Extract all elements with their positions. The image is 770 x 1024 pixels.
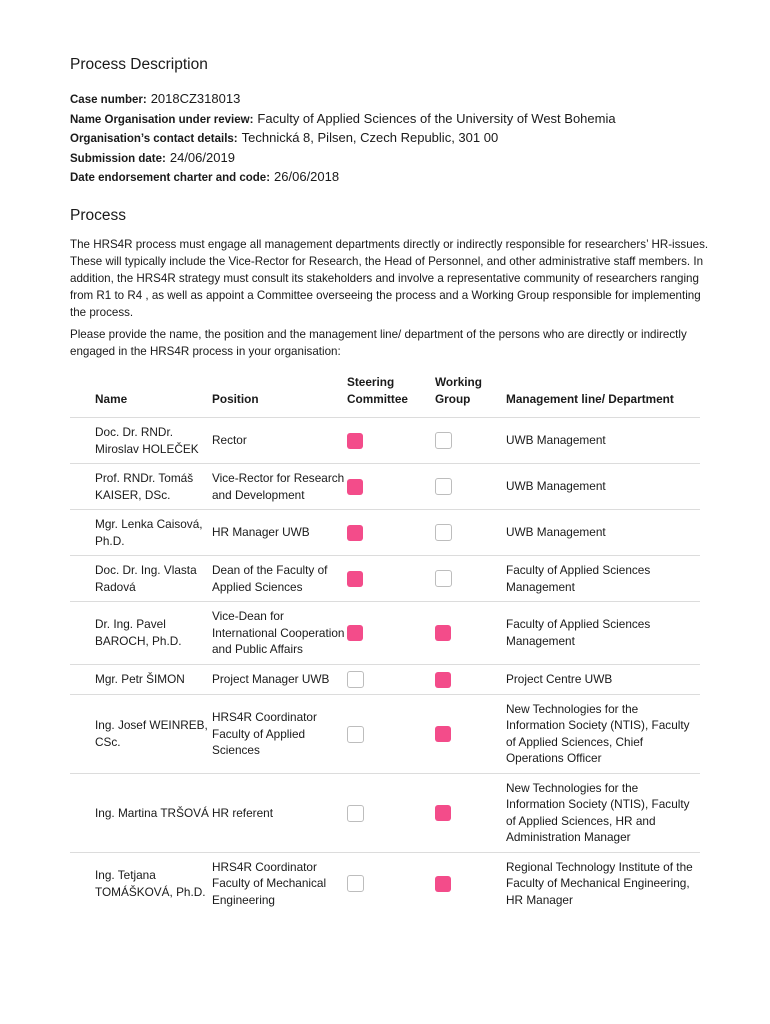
cell-department: New Technologies for the Information Society (NTIS), Faculty of Applied Sciences, HR and Administration Manager <box>506 773 700 852</box>
steering-committee-cell <box>347 602 435 665</box>
cell-position: Vice-Rector for Research and Development <box>212 464 347 510</box>
steering-committee-cell <box>347 664 435 694</box>
steering-committee-cell <box>347 773 435 852</box>
cell-name: Ing. Martina TRŠOVÁ <box>70 773 212 852</box>
steering-committee-checkbox[interactable] <box>347 805 364 822</box>
case-number-value: 2018CZ318013 <box>150 91 241 106</box>
table-row <box>70 464 700 510</box>
table-row <box>70 694 700 773</box>
contact-row <box>70 129 616 149</box>
steering-committee-checkbox[interactable] <box>347 479 363 495</box>
steering-committee-checkbox[interactable] <box>347 671 364 688</box>
cell-position: Vice-Dean for International Cooperation and Public Affairs <box>212 602 347 665</box>
steering-committee-checkbox[interactable] <box>347 571 363 587</box>
cell-position: Project Manager UWB <box>212 664 347 694</box>
table-row <box>70 418 700 464</box>
persons-table <box>70 370 700 914</box>
organisation-row <box>70 110 616 130</box>
cell-name: Doc. Dr. RNDr. Miroslav HOLEČEK <box>70 418 212 464</box>
submission-label: Submission date: <box>70 152 166 165</box>
working-group-cell <box>435 664 506 694</box>
process-heading: Process <box>70 207 126 224</box>
cell-name: Mgr. Petr ŠIMON <box>70 664 212 694</box>
working-group-checkbox[interactable] <box>435 570 452 587</box>
steering-committee-checkbox[interactable] <box>347 433 363 449</box>
working-group-checkbox[interactable] <box>435 524 452 541</box>
organisation-label: Name Organisation under review: <box>70 113 254 126</box>
cell-position: HR Manager UWB <box>212 510 347 556</box>
steering-committee-cell <box>347 464 435 510</box>
case-number-label: Case number: <box>70 94 147 106</box>
cell-name: Doc. Dr. Ing. Vlasta Radová <box>70 556 212 602</box>
organisation-value: Faculty of Applied Sciences of the University of West Bohemia <box>257 110 616 126</box>
cell-department: Faculty of Applied Sciences Management <box>506 602 700 665</box>
table-row <box>70 510 700 556</box>
cell-name: Dr. Ing. Pavel BAROCH, Ph.D. <box>70 602 212 665</box>
working-group-cell <box>435 464 506 510</box>
cell-department: Project Centre UWB <box>506 664 700 694</box>
working-group-cell <box>435 694 506 773</box>
working-group-cell <box>435 602 506 665</box>
working-group-cell <box>435 556 506 602</box>
steering-committee-checkbox[interactable] <box>347 625 363 641</box>
cell-department: Faculty of Applied Sciences Management <box>506 556 700 602</box>
working-group-checkbox[interactable] <box>435 805 451 821</box>
endorsement-label: Date endorsement charter and code: <box>70 172 271 184</box>
header-steering: Steering Committee <box>347 375 408 406</box>
table-row <box>70 664 700 694</box>
steering-committee-cell <box>347 418 435 464</box>
cell-name: Mgr. Lenka Caisová, Ph.D. <box>70 510 212 556</box>
contact-label: Organisation’s contact details: <box>70 133 238 145</box>
table-row <box>70 602 700 665</box>
page-title: Process Description <box>70 56 208 73</box>
cell-position: HR referent <box>212 773 347 852</box>
working-group-cell <box>435 510 506 556</box>
contact-value: Technická 8, Pilsen, Czech Republic, 301 00 <box>241 130 499 145</box>
cell-department: Regional Technology Institute of the Faculty of Mechanical Engineering, HR Manager <box>506 852 700 914</box>
cell-name: Ing. Tetjana TOMÁŠKOVÁ, Ph.D. <box>70 852 212 914</box>
cell-position: HRS4R Coordinator Faculty of Mechanical Engineering <box>212 852 347 914</box>
working-group-cell <box>435 418 506 464</box>
cell-department: UWB Management <box>506 510 700 556</box>
table-row <box>70 773 700 852</box>
cell-department: UWB Management <box>506 418 700 464</box>
table-row <box>70 852 700 914</box>
submission-value: 24/06/2019 <box>169 149 235 165</box>
submission-row <box>70 149 616 169</box>
working-group-cell <box>435 852 506 914</box>
working-group-checkbox[interactable] <box>435 478 452 495</box>
cell-department: New Technologies for the Information Society (NTIS), Faculty of Applied Sciences, Chief Operations Officer <box>506 694 700 773</box>
table-header-row <box>70 370 700 418</box>
working-group-checkbox[interactable] <box>435 672 451 688</box>
process-intro-paragraph: The HRS4R process must engage all management departments directly or indirectly responsible for researchers’ HR-issues. These will typically include the Vice-Rector for Research, the Head of Personnel, and other administrative staff members. In addition, the HRS4R strategy must consult its stakeholders and involve a representative community of researchers ranging from R1 to R4 , as well as appoint a Committee overseeing the process and a Working Group responsible for implementing the process. <box>70 238 709 319</box>
endorsement-row <box>70 168 616 188</box>
process-instruction-paragraph: Please provide the name, the position and the management line/ department of the persons who are directly or indirectly engaged in the HRS4R process in your organisation: <box>70 328 687 358</box>
cell-position: Rector <box>212 418 347 464</box>
case-number-row <box>70 90 616 110</box>
cell-position: HRS4R Coordinator Faculty of Applied Sciences <box>212 694 347 773</box>
cell-department: UWB Management <box>506 464 700 510</box>
cell-position: Dean of the Faculty of Applied Sciences <box>212 556 347 602</box>
working-group-checkbox[interactable] <box>435 432 452 449</box>
endorsement-value: 26/06/2018 <box>274 169 340 184</box>
header-name: Name <box>95 391 128 406</box>
header-position: Position <box>212 391 259 406</box>
steering-committee-checkbox[interactable] <box>347 525 363 541</box>
steering-committee-checkbox[interactable] <box>347 726 364 743</box>
steering-committee-cell <box>347 852 435 914</box>
header-department: Management line/ Department <box>506 391 674 406</box>
working-group-checkbox[interactable] <box>435 625 451 641</box>
header-working: Working Group <box>435 375 482 406</box>
steering-committee-cell <box>347 694 435 773</box>
working-group-cell <box>435 773 506 852</box>
steering-committee-cell <box>347 510 435 556</box>
cell-name: Prof. RNDr. Tomáš KAISER, DSc. <box>70 464 212 510</box>
working-group-checkbox[interactable] <box>435 726 451 742</box>
table-row <box>70 556 700 602</box>
steering-committee-cell <box>347 556 435 602</box>
working-group-checkbox[interactable] <box>435 876 451 892</box>
cell-name: Ing. Josef WEINREB, CSc. <box>70 694 212 773</box>
steering-committee-checkbox[interactable] <box>347 875 364 892</box>
case-details <box>70 90 616 188</box>
